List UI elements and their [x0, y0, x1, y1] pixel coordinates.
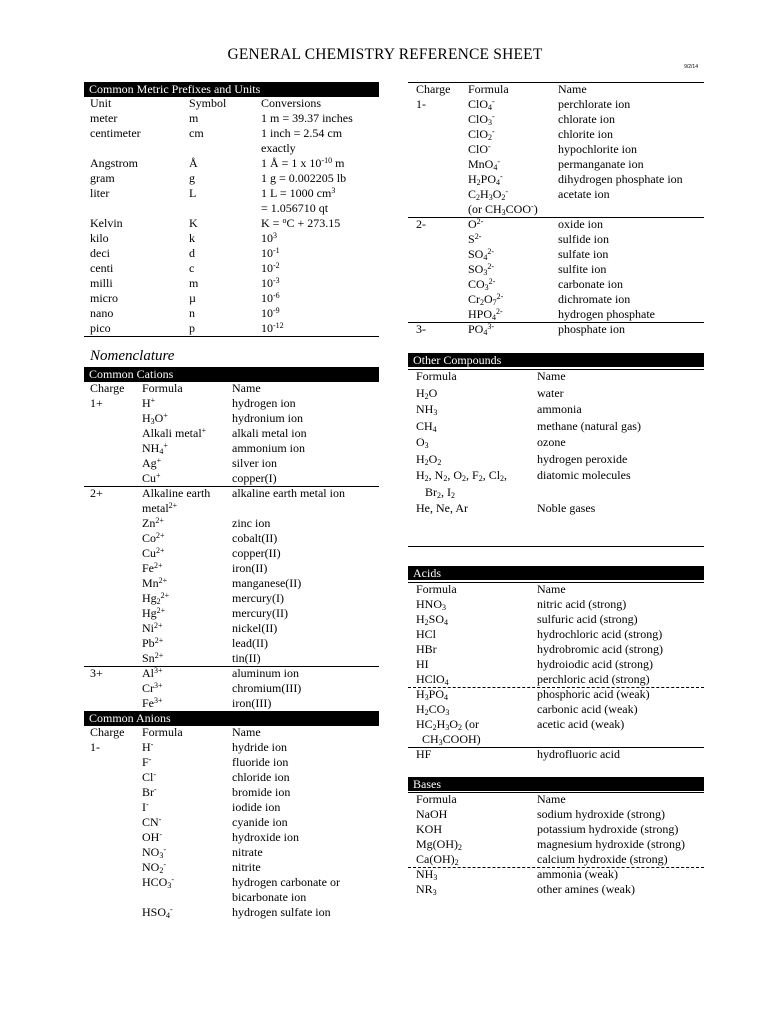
cell-formula: $Hg_2^{2+}$: [142, 591, 170, 606]
cell-formula: ClO$_2$-: [468, 127, 495, 142]
table-header: [84, 381, 379, 395]
other-heading: Other Compounds: [408, 353, 704, 367]
cell-formula: $Cr^{3+}$: [142, 681, 163, 695]
cell-symbol: K: [189, 216, 198, 230]
cell-name: hypochlorite ion: [558, 142, 637, 156]
cell-name: ammonia: [537, 402, 582, 416]
cell-name: hydrochloric acid (strong): [537, 627, 663, 641]
cell-symbol: µ: [189, 291, 196, 305]
cell-conv: 1 m = 39.37 inches: [261, 111, 353, 125]
cell-name: hydroxide ion: [232, 830, 299, 844]
cell-formula: $Br_2$, $I_2$: [416, 484, 455, 500]
cell-name: carbonic acid (weak): [537, 702, 638, 716]
cell-symbol: L: [189, 186, 197, 200]
cell-symbol: g: [189, 171, 195, 185]
cell-formula: $Mg(OH)_2$: [416, 837, 462, 852]
cell-formula: $H_3O^+$: [142, 411, 168, 426]
cell-name: cobalt(II): [232, 531, 278, 545]
cell-formula: ClO-: [468, 142, 491, 156]
cell-formula: ClO$_4$-: [468, 97, 495, 112]
cell-conv: = 1.056710 qt: [261, 201, 329, 215]
cell-name: diatomic molecules: [537, 468, 631, 482]
cell-formula: $Cr_2O_7^{2-}$: [468, 292, 504, 307]
cell-formula: $HNO_3$: [416, 597, 446, 612]
cell-formula: $H_2$, $N_2$, $O_2$, $F_2$, $Cl_2$,: [416, 468, 508, 483]
cell-unit: meter: [90, 111, 118, 125]
cell-name: oxide ion: [558, 217, 603, 231]
cell-formula: H-: [142, 740, 154, 754]
column-header: Name: [537, 369, 566, 383]
cell-formula: $Ca(OH)_2$: [416, 852, 459, 867]
table-header: [84, 96, 379, 110]
cell-name: carbonate ion: [558, 277, 623, 291]
column-header: Symbol: [189, 96, 227, 110]
cell-formula: F-: [142, 755, 152, 769]
cell-formula: $NH_3$: [416, 867, 438, 882]
cell-formula: $HSO_4^-$: [142, 905, 173, 920]
cell-formula: MnO$_4$-: [468, 157, 501, 172]
cell-name: dihydrogen phosphate ion: [558, 172, 683, 186]
cell-name: mercury(II): [232, 606, 288, 620]
cell-unit: liter: [90, 186, 110, 200]
cell-formula: I-: [142, 800, 149, 814]
cell-name: hydrogen peroxide: [537, 451, 628, 466]
cell-formula: $PO_4^{3-}$: [468, 322, 495, 337]
cell-conv: $10^{-12}$: [261, 321, 284, 335]
cell-name: manganese(II): [232, 576, 302, 590]
cell-formula: $H_2PO_4^-$: [468, 172, 503, 187]
version-label: 9/2/14: [684, 64, 698, 70]
cell-unit: nano: [90, 306, 114, 320]
cell-formula: Cl-: [142, 770, 157, 784]
cell-name: nitrate: [232, 845, 263, 859]
cell-name: ammonium ion: [232, 441, 305, 455]
cell-formula: $Zn^{2+}$: [142, 516, 164, 530]
cell-formula: KOH: [416, 822, 442, 836]
cell-formula: $O^{2-}$: [468, 217, 484, 231]
cell-name: copper(I): [232, 471, 277, 485]
cell-name: chromium(III): [232, 681, 302, 695]
column-header: Formula: [416, 792, 457, 806]
cell-formula: $H_2O_2$: [416, 451, 442, 467]
cell-formula: $CH_3COOH$): [416, 732, 481, 747]
cell-conv: $10^{-2}$: [261, 261, 280, 275]
cell-formula: $Mn^{2+}$: [142, 576, 168, 590]
cations-heading: Common Cations: [84, 367, 379, 381]
table-header: [84, 725, 379, 739]
cell-name: hydrogen carbonate or: [232, 875, 340, 889]
column-header: Formula: [416, 369, 457, 383]
cell-formula: $NH_4^+$: [142, 441, 168, 456]
cell-name: nitric acid (strong): [537, 597, 627, 611]
cell-formula: HCl: [416, 627, 437, 641]
cell-formula: ClO$_3$-: [468, 112, 495, 127]
cell-name: methane (natural gas): [537, 418, 641, 433]
cell-name: potassium hydroxide (strong): [537, 822, 679, 836]
cell-formula: Br-: [142, 785, 157, 799]
cell-name: Noble gases: [537, 501, 596, 515]
cell-formula: $H_2CO_3$: [416, 702, 450, 717]
column-header: Formula: [142, 725, 183, 739]
cell-name: permanganate ion: [558, 157, 644, 171]
cell-unit: pico: [90, 321, 111, 335]
cell-formula: $SO_4^{2-}$: [468, 247, 495, 262]
column-header: Unit: [90, 96, 112, 110]
cell-name: ammonia (weak): [537, 867, 618, 881]
cell-symbol: p: [189, 321, 195, 335]
cell-name: dichromate ion: [558, 292, 631, 306]
acids-heading: Acids: [408, 566, 704, 580]
cell-name: hydrogen phosphate: [558, 307, 655, 321]
cell-name: iron(II): [232, 561, 268, 575]
cell-formula: $C_2H_3O_2^-$: [468, 187, 509, 202]
table-header: [408, 82, 704, 96]
cell-unit: Kelvin: [90, 216, 123, 230]
cell-name: zinc ion: [232, 516, 271, 530]
cell-formula: OH-: [142, 830, 163, 844]
cell-charge: 2+: [90, 486, 103, 500]
cell-formula: $NO_2^-$: [142, 860, 167, 875]
cell-name: alkali metal ion: [232, 426, 307, 440]
cell-conv: 1 Å = 1 x $10^{-10}$ m: [261, 156, 345, 170]
cell-conv: $10^{-1}$: [261, 246, 280, 260]
cell-name: bromide ion: [232, 785, 291, 799]
cell-unit: gram: [90, 171, 115, 185]
cell-formula: Ag+: [142, 456, 162, 470]
column-header: Name: [232, 381, 261, 395]
cell-name: hydrogen sulfate ion: [232, 905, 331, 919]
cell-unit: micro: [90, 291, 118, 305]
cell-formula: $O_3$: [416, 435, 429, 450]
group-divider: [408, 322, 704, 323]
cell-name: acetic acid (weak): [537, 717, 625, 731]
cell-charge: 3-: [416, 322, 426, 336]
cell-name: hydronium ion: [232, 411, 303, 425]
cell-formula: $HC_2H_3O_2$ (or: [416, 717, 480, 732]
cell-formula: He, Ne, Ar: [416, 501, 468, 515]
cell-conv: 1 L = 1000 $cm^3$: [261, 186, 336, 200]
cell-conv: $10^{-9}$: [261, 306, 280, 320]
cell-formula: metal$^{2+}$: [142, 501, 178, 515]
bases-heading: Bases: [408, 777, 704, 791]
column-header: Formula: [416, 582, 457, 596]
cell-formula: $CH_4$: [416, 418, 437, 434]
cell-formula: Cu+: [142, 471, 161, 485]
cell-name: aluminum ion: [232, 666, 299, 680]
cell-name: bicarbonate ion: [232, 890, 307, 904]
column-header: Name: [537, 582, 566, 596]
cell-formula: $Cu^{2+}$: [142, 546, 165, 560]
cell-name: silver ion: [232, 456, 277, 470]
cell-name: sodium hydroxide (strong): [537, 807, 665, 821]
cell-charge: 1-: [416, 97, 426, 111]
cell-name: chlorite ion: [558, 127, 613, 141]
cell-name: cyanide ion: [232, 815, 288, 829]
cell-name: chloride ion: [232, 770, 290, 784]
cell-name: hydrofluoric acid: [537, 747, 620, 761]
cell-name: sulfite ion: [558, 262, 607, 276]
cell-conv: $10^{-3}$: [261, 276, 280, 290]
cell-name: hydrogen ion: [232, 396, 296, 410]
cell-formula: (or $CH_3COO^-$): [468, 202, 538, 217]
other-bottom-rule: [408, 546, 704, 547]
cell-name: iodide ion: [232, 800, 281, 814]
cell-formula: HI: [416, 657, 429, 671]
cell-name: phosphoric acid (weak): [537, 687, 650, 701]
cell-conv: $10^{-6}$: [261, 291, 280, 305]
cell-formula: $HCO_3^-$: [142, 875, 175, 890]
cell-name: perchlorate ion: [558, 97, 631, 111]
column-header: Name: [537, 792, 566, 806]
cell-name: tin(II): [232, 651, 261, 665]
cell-name: hydride ion: [232, 740, 287, 754]
cell-conv: 1 inch = 2.54 cm: [261, 126, 343, 140]
cell-formula: H+: [142, 396, 156, 410]
cell-formula: $H_2O$: [416, 385, 438, 401]
group-divider: [408, 217, 704, 218]
cell-formula: $Sn^{2+}$: [142, 651, 164, 665]
cell-formula: $Ni^{2+}$: [142, 621, 163, 635]
column-header: Name: [232, 725, 261, 739]
column-header: Formula: [468, 82, 509, 96]
cell-symbol: c: [189, 261, 195, 275]
cell-symbol: n: [189, 306, 195, 320]
cell-symbol: m: [189, 276, 199, 290]
cell-formula: $NR_3$: [416, 882, 437, 897]
table-header: [408, 369, 704, 383]
cell-conv: K = $^o$C + 273.15: [261, 216, 341, 230]
cell-charge: 2-: [416, 217, 426, 231]
column-header: Charge: [90, 725, 125, 739]
cell-name: sulfide ion: [558, 232, 609, 246]
cell-symbol: d: [189, 246, 195, 260]
cell-formula: HF: [416, 747, 432, 761]
cell-unit: kilo: [90, 231, 109, 245]
cell-symbol: Å: [189, 156, 198, 170]
cell-formula: $Al^{3+}$: [142, 666, 163, 680]
cell-formula: NaOH: [416, 807, 448, 821]
column-header: Charge: [416, 82, 451, 96]
cell-charge: 3+: [90, 666, 103, 680]
cell-name: nickel(II): [232, 621, 278, 635]
nomenclature-title: Nomenclature: [90, 348, 175, 364]
cell-symbol: k: [189, 231, 195, 245]
cell-symbol: m: [189, 111, 199, 125]
cell-name: other amines (weak): [537, 882, 635, 896]
cell-formula: $Fe^{2+}$: [142, 561, 163, 575]
cell-charge: 1-: [90, 740, 100, 754]
cell-name: chlorate ion: [558, 112, 615, 126]
cell-name: perchloric acid (strong): [537, 672, 650, 686]
cell-name: iron(III): [232, 696, 272, 710]
cell-formula: $Fe^{3+}$: [142, 696, 163, 710]
cell-formula: $NH_3$: [416, 402, 438, 417]
cell-formula: $SO_3^{2-}$: [468, 262, 495, 277]
table-header: [408, 792, 704, 806]
cell-name: magnesium hydroxide (strong): [537, 837, 685, 851]
cell-name: ozone: [537, 435, 566, 449]
cell-name: phosphate ion: [558, 322, 625, 336]
cell-unit: centimeter: [90, 126, 141, 140]
cell-formula: $Co^{2+}$: [142, 531, 165, 545]
group-divider: [84, 336, 379, 337]
column-header: Charge: [90, 381, 125, 395]
cell-conv: exactly: [261, 141, 296, 155]
cell-name: nitrite: [232, 860, 261, 874]
cell-name: hydrobromic acid (strong): [537, 642, 663, 656]
cell-formula: HBr: [416, 642, 437, 656]
cell-unit: Angstrom: [90, 156, 138, 170]
cell-unit: deci: [90, 246, 110, 260]
cell-conv: $10^3$: [261, 231, 277, 245]
cell-name: sulfuric acid (strong): [537, 612, 638, 626]
cell-name: lead(II): [232, 636, 268, 650]
cell-name: calcium hydroxide (strong): [537, 852, 668, 866]
metric-heading: Common Metric Prefixes and Units: [84, 82, 379, 96]
cell-symbol: cm: [189, 126, 204, 140]
cell-name: water: [537, 385, 564, 400]
cell-formula: $NO_3^-$: [142, 845, 167, 860]
cell-formula: Alkali metal+: [142, 426, 207, 440]
cell-conv: 1 g = 0.002205 lb: [261, 171, 347, 185]
anions-heading: Common Anions: [84, 711, 379, 725]
cell-charge: 1+: [90, 396, 103, 410]
cell-formula: $Hg^{2+}$: [142, 606, 166, 620]
cell-name: acetate ion: [558, 187, 610, 201]
cell-formula: $Pb^{2+}$: [142, 636, 164, 650]
cell-formula: $H_2SO_4$: [416, 612, 449, 627]
cell-unit: centi: [90, 261, 114, 275]
cell-formula: $CO_3^{2-}$: [468, 277, 496, 292]
cell-name: copper(II): [232, 546, 281, 560]
cell-name: hydroiodic acid (strong): [537, 657, 653, 671]
cell-name: mercury(I): [232, 591, 284, 605]
cell-name: fluoride ion: [232, 755, 289, 769]
cell-name: alkaline earth metal ion: [232, 486, 345, 500]
page-title: GENERAL CHEMISTRY REFERENCE SHEET: [227, 46, 543, 63]
cell-formula: $HPO_4^{2-}$: [468, 307, 503, 322]
cell-formula: CN-: [142, 815, 162, 829]
table-header: [408, 582, 704, 596]
cell-formula: Alkaline earth: [142, 486, 211, 500]
cell-formula: $H_3PO_4$: [416, 687, 449, 702]
cell-formula: $S^{2-}$: [468, 232, 482, 246]
column-header: Formula: [142, 381, 183, 395]
column-header: Name: [558, 82, 587, 96]
cell-name: sulfate ion: [558, 247, 609, 261]
cell-formula: HClO$_4$: [416, 672, 449, 687]
column-header: Conversions: [261, 96, 321, 110]
cell-unit: milli: [90, 276, 113, 290]
